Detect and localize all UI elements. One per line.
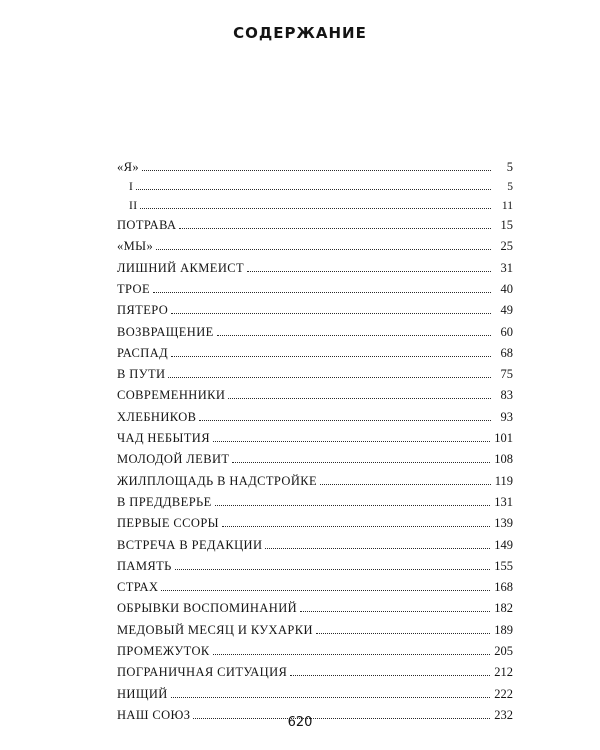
toc-entry xyxy=(117,556,513,577)
dot-leader xyxy=(320,484,491,485)
dot-leader xyxy=(290,675,490,676)
toc-entry xyxy=(117,428,513,449)
toc-entry-title: «МЫ» xyxy=(117,239,154,254)
toc-entry xyxy=(117,407,513,428)
dot-leader xyxy=(300,611,490,612)
toc-entry-title: СТРАХ xyxy=(117,580,159,595)
dot-leader xyxy=(156,249,491,250)
toc-entry-title: ПАМЯТЬ xyxy=(117,558,172,573)
toc-entry-title: МЕДОВЫЙ МЕСЯЦ И КУХАРКИ xyxy=(117,622,313,637)
toc-entry xyxy=(117,471,513,492)
toc-entry xyxy=(117,385,513,406)
toc-subentry xyxy=(117,178,513,196)
dot-leader xyxy=(153,292,491,293)
toc-entry-title: ТРОЕ xyxy=(117,281,151,296)
toc-entry-title: В ПРЕДДВЕРЬЕ xyxy=(117,494,212,509)
toc-entry-title: НИЩИЙ xyxy=(117,686,168,701)
toc-entry-title: «Я» xyxy=(117,160,140,174)
toc-entry-title: ВОЗВРАЩЕНИЕ xyxy=(117,324,214,339)
toc-entry-title: ПОТРАВА xyxy=(117,218,177,233)
toc-entry-title: В ПУТИ xyxy=(117,367,166,382)
toc-entry-title: ПЕРВЫЕ ССОРЫ xyxy=(117,516,219,531)
toc-entry-page-number: 205 xyxy=(494,644,513,659)
toc-entry-page-number: 11 xyxy=(501,199,513,212)
toc-entry-page-number: 5 xyxy=(506,160,513,174)
toc-entry-page-number: 119 xyxy=(494,473,513,488)
toc-entry xyxy=(117,620,513,641)
toc-entry-title: ЧАД НЕБЫТИЯ xyxy=(117,431,210,446)
toc-entry xyxy=(117,364,513,385)
toc-entry xyxy=(117,157,513,178)
dot-leader xyxy=(171,356,491,357)
toc-entry-page-number: 49 xyxy=(500,303,513,318)
toc-entry xyxy=(117,279,513,300)
toc-entry-title: ОБРЫВКИ ВОСПОМИНАНИЙ xyxy=(117,601,298,616)
toc-entry xyxy=(117,492,513,513)
dot-leader xyxy=(175,569,491,570)
dot-leader xyxy=(265,548,490,549)
dot-leader xyxy=(217,335,491,336)
toc-subentry xyxy=(117,197,513,215)
toc-entry xyxy=(117,577,513,598)
toc-entry xyxy=(117,684,513,705)
toc-entry-title: ЛИШНИЙ АКМЕИСТ xyxy=(117,260,245,275)
table-of-contents xyxy=(117,157,513,726)
toc-entry xyxy=(117,535,513,556)
toc-entry-title: СОВРЕМЕННИКИ xyxy=(117,388,226,403)
toc-entry-title: ПЯТЕРО xyxy=(117,303,169,318)
toc-entry-page-number: 182 xyxy=(494,601,513,616)
toc-entry-page-number: 189 xyxy=(494,622,513,637)
dot-leader xyxy=(179,228,491,229)
toc-entry-page-number: 93 xyxy=(500,409,513,424)
page-title: СОДЕРЖАНИЕ xyxy=(233,24,367,42)
toc-entry-page-number: 60 xyxy=(500,324,513,339)
toc-entry xyxy=(117,641,513,662)
dot-leader xyxy=(171,697,491,698)
toc-entry-title: НАШ СОЮЗ xyxy=(117,707,191,722)
dot-leader xyxy=(161,590,490,591)
toc-entry-page-number: 149 xyxy=(494,537,513,552)
dot-leader xyxy=(199,420,491,421)
toc-entry xyxy=(117,300,513,321)
toc-entry-page-number: 101 xyxy=(494,431,513,446)
toc-entry xyxy=(117,598,513,619)
dot-leader xyxy=(140,208,491,209)
toc-entry xyxy=(117,343,513,364)
dot-leader xyxy=(316,633,490,634)
toc-entry-page-number: 168 xyxy=(494,580,513,595)
toc-entry-page-number: 108 xyxy=(494,452,513,467)
toc-entry xyxy=(117,513,513,534)
toc-entry-title: ПРОМЕЖУТОК xyxy=(117,644,210,659)
toc-entry-page-number: 83 xyxy=(500,388,513,403)
toc-entry-page-number: 212 xyxy=(494,665,513,680)
dot-leader xyxy=(215,505,491,506)
toc-entry xyxy=(117,236,513,257)
toc-entry-page-number: 75 xyxy=(500,367,513,382)
dot-leader xyxy=(213,654,491,655)
toc-entry xyxy=(117,662,513,683)
toc-entry xyxy=(117,215,513,236)
toc-entry-title: ЖИЛПЛОЩАДЬ В НАДСТРОЙКЕ xyxy=(117,473,318,488)
dot-leader xyxy=(247,271,491,272)
toc-entry-page-number: 15 xyxy=(500,218,513,233)
dot-leader xyxy=(222,526,490,527)
dot-leader xyxy=(142,170,491,171)
toc-entry-title: ВСТРЕЧА В РЕДАКЦИИ xyxy=(117,537,263,552)
toc-entry-title: I xyxy=(129,181,134,194)
toc-entry-page-number: 232 xyxy=(494,707,513,722)
toc-entry-page-number: 40 xyxy=(500,281,513,296)
dot-leader xyxy=(213,441,490,442)
toc-entry-page-number: 68 xyxy=(500,345,513,360)
toc-entry-page-number: 131 xyxy=(494,494,513,509)
toc-entry-page-number: 25 xyxy=(500,239,513,254)
toc-entry-page-number: 139 xyxy=(494,516,513,531)
toc-entry-page-number: 31 xyxy=(500,260,513,275)
toc-entry xyxy=(117,258,513,279)
toc-entry-title: МОЛОДОЙ ЛЕВИТ xyxy=(117,452,230,467)
toc-entry-page-number: 5 xyxy=(507,181,513,194)
toc-entry-page-number: 155 xyxy=(494,558,513,573)
toc-entry xyxy=(117,449,513,470)
dot-leader xyxy=(232,462,490,463)
dot-leader xyxy=(171,313,491,314)
toc-entry-title: ХЛЕБНИКОВ xyxy=(117,409,197,424)
toc-entry-title: ПОГРАНИЧНАЯ СИТУАЦИЯ xyxy=(117,665,288,680)
dot-leader xyxy=(168,377,491,378)
dot-leader xyxy=(228,398,491,399)
toc-entry xyxy=(117,322,513,343)
toc-entry-title: РАСПАД xyxy=(117,345,169,360)
toc-entry-page-number: 222 xyxy=(494,686,513,701)
toc-entry-title: II xyxy=(129,199,138,212)
page-number: 620 xyxy=(287,715,313,730)
dot-leader xyxy=(136,189,491,190)
